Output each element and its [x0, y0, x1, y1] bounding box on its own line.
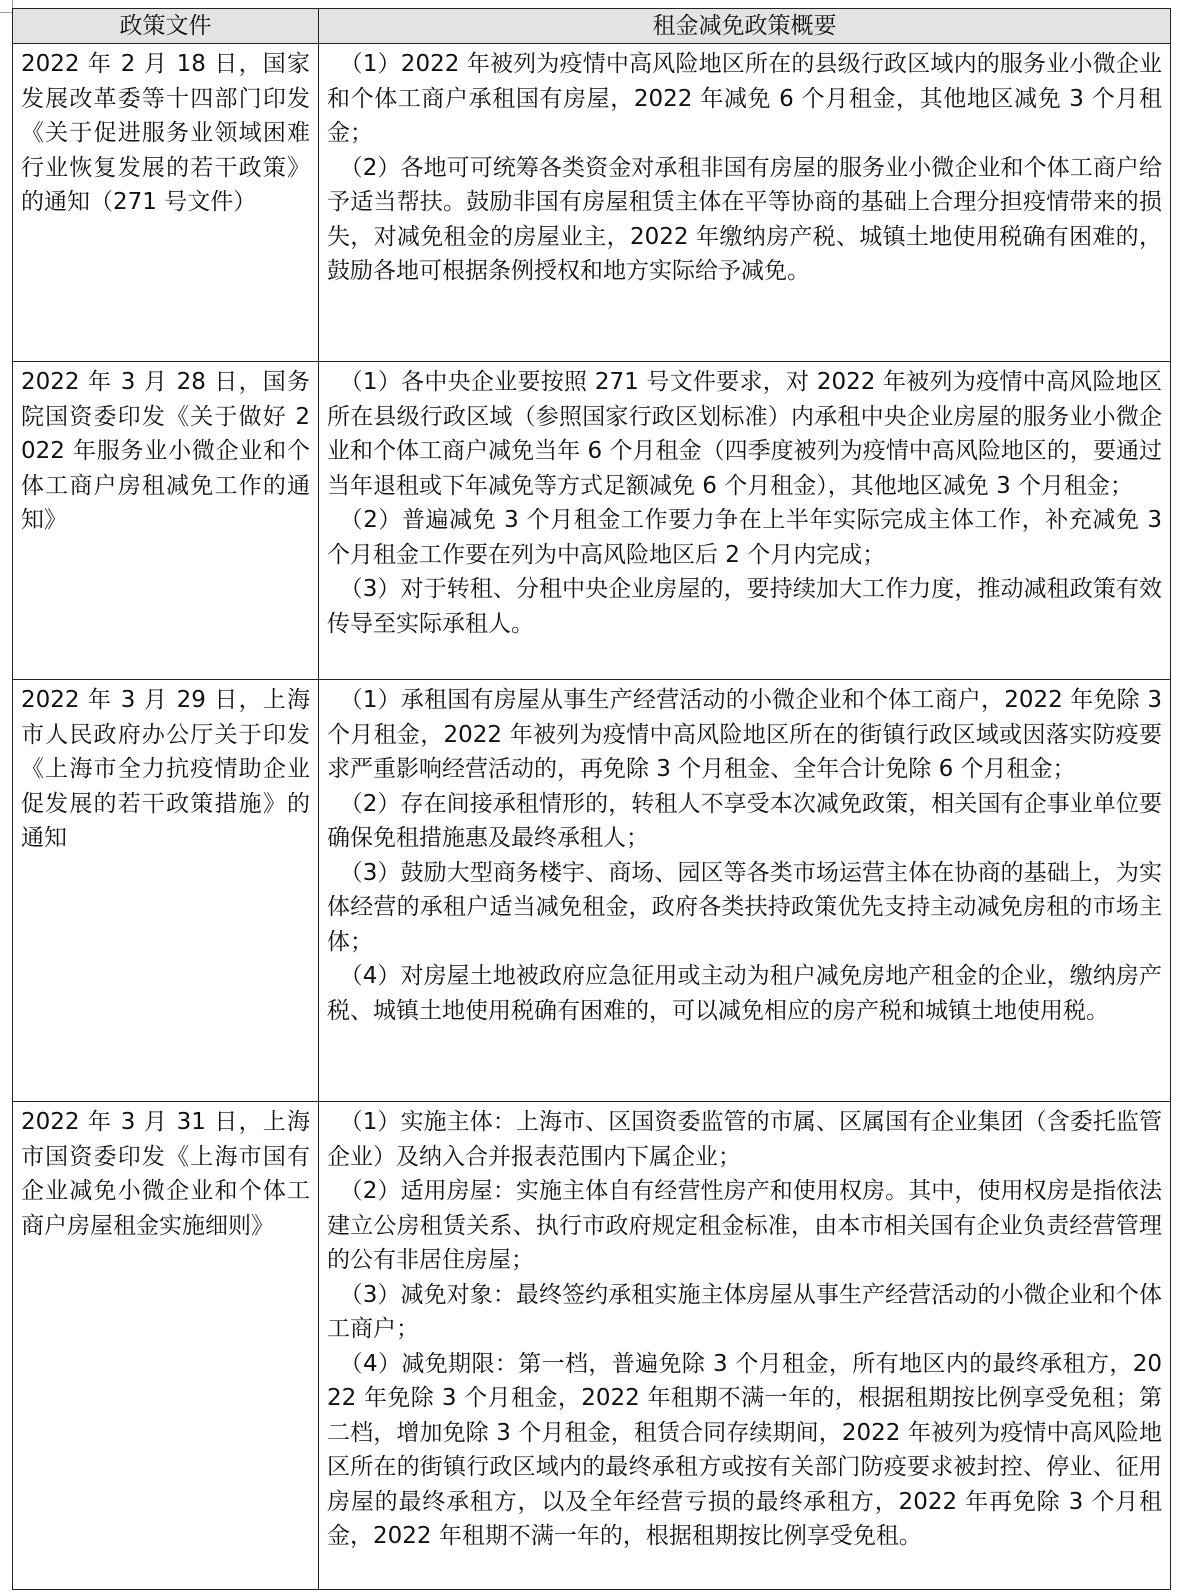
- policy-document-cell: 2022 年 3 月 31 日，上海市国资委印发《上海市国有企业减免小微企业和个体工商户房屋租金实施细则》: [13, 1102, 319, 1590]
- policy-summary-cell: [319, 680, 1171, 1102]
- policy-clause: （4）对房屋土地被政府应急征用或主动为租户减免房地产租金的企业，缴纳房产税、城镇土地使用税确有困难的，可以减免相应的房产税和城镇土地使用税。: [327, 963, 1162, 1024]
- header-rent-relief-summary: 租金减免政策概要: [319, 9, 1171, 44]
- policy-clause: （1）2022 年被列为疫情中高风险地区所在的县级行政区域内的服务业小微企业和个体工商户承租国有房屋，2022 年减免 6 个月租金，其他地区减免 3 个月租金；: [327, 51, 1162, 146]
- policy-summary-cell: [319, 44, 1171, 362]
- header-policy-document: 政策文件: [13, 9, 319, 44]
- policy-clause: （1）承租国有房屋从事生产经营活动的小微企业和个体工商户，2022 年免除 3 个月租金，2022 年被列为疫情中高风险地区所在的街镇行政区域或因落实防疫要求严重影响经营活动的，再免除 3 个月租金、全年合计免除 6 个月租金；: [327, 687, 1162, 782]
- policy-document-cell: 2022 年 3 月 28 日，国务院国资委印发《关于做好 2022 年服务业小微企业和个体工商户房租减免工作的通知》: [13, 362, 319, 680]
- policy-clause: （2）普遍减免 3 个月租金工作要力争在上半年实际完成主体工作，补充减免 3 个月租金工作要在列为中高风险地区后 2 个月内完成；: [327, 507, 1162, 568]
- policy-clause: （2）存在间接承租情形的，转租人不享受本次减免政策，相关国有企事业单位要确保免租措施惠及最终承租人；: [327, 790, 1162, 851]
- table-row: [13, 1102, 1171, 1590]
- policy-clause: （3）减免对象：最终签约承租实施主体房屋从事生产经营活动的小微企业和个体工商户；: [327, 1281, 1162, 1342]
- table-row: [13, 362, 1171, 680]
- table-row: [13, 44, 1171, 362]
- policy-document-cell: 2022 年 3 月 29 日，上海市人民政府办公厅关于印发《上海市全力抗疫情助企业促发展的若干政策措施》的通知: [13, 680, 319, 1102]
- policy-document-cell: 2022 年 2 月 18 日，国家发展改革委等十四部门印发《关于促进服务业领域困难行业恢复发展的若干政策》的通知（271 号文件）: [13, 44, 319, 362]
- policy-clause: （1）实施主体：上海市、区国资委监管的市属、区属国有企业集团（含委托监管企业）及纳入合并报表范围内下属企业；: [327, 1109, 1162, 1170]
- table-header-row: [13, 9, 1171, 44]
- policy-table: [12, 8, 1171, 1590]
- policy-clause: （3）鼓励大型商务楼宇、商场、园区等各类市场运营主体在协商的基础上，为实体经营的承租户适当减免租金，政府各类扶持政策优先支持主动减免房租的市场主体；: [327, 859, 1162, 955]
- policy-clause: （3）对于转租、分租中央企业房屋的，要持续加大工作力度，推动减租政策有效传导至实际承租人。: [327, 576, 1162, 637]
- policy-clause: （1）各中央企业要按照 271 号文件要求，对 2022 年被列为疫情中高风险地区所在县级行政区域（参照国家行政区划标准）内承租中央企业房屋的服务业小微企业和个体工商户减免当年 6 个月租金（四季度被列为疫情中高风险地区的，要通过当年退租或下年减免等方式足额减免 6 个月租金），其他地区减免 3 个月租金；: [327, 369, 1162, 499]
- policy-clause: （4）减免期限：第一档，普遍免除 3 个月租金，所有地区内的最终承租方，2022 年免除 3 个月租金，2022 年租期不满一年的，根据租期按比例享受免租；第二档，增加免除 3 个月租金，租赁合同存续期间，2022 年被列为疫情中高风险地区所在的街镇行政区域内的最终承租方或按有关部门防疫要求被封控、停业、征用房屋的最终承租方，以及全年经营亏损的最终承租方，2022 年再免除 3 个月租金，2022 年租期不满一年的，根据租期按比例享受免租。: [327, 1350, 1162, 1549]
- table-row: [13, 680, 1171, 1102]
- policy-summary-cell: [319, 362, 1171, 680]
- policy-clause: （2）适用房屋：实施主体自有经营性房产和使用权房。其中，使用权房是指依法建立公房租赁关系、执行市政府规定租金标准，由本市相关国有企业负责经营管理的公有非居住房屋；: [327, 1178, 1162, 1273]
- policy-summary-cell: [319, 1102, 1171, 1590]
- policy-clause: （2）各地可可统筹各类资金对承租非国有房屋的服务业小微企业和个体工商户给予适当帮扶。鼓励非国有房屋租赁主体在平等协商的基础上合理分担疫情带来的损失，对减免租金的房屋业主，2022 年缴纳房产税、城镇土地使用税确有困难的，鼓励各地可根据条例授权和地方实际给予减免。: [327, 154, 1162, 284]
